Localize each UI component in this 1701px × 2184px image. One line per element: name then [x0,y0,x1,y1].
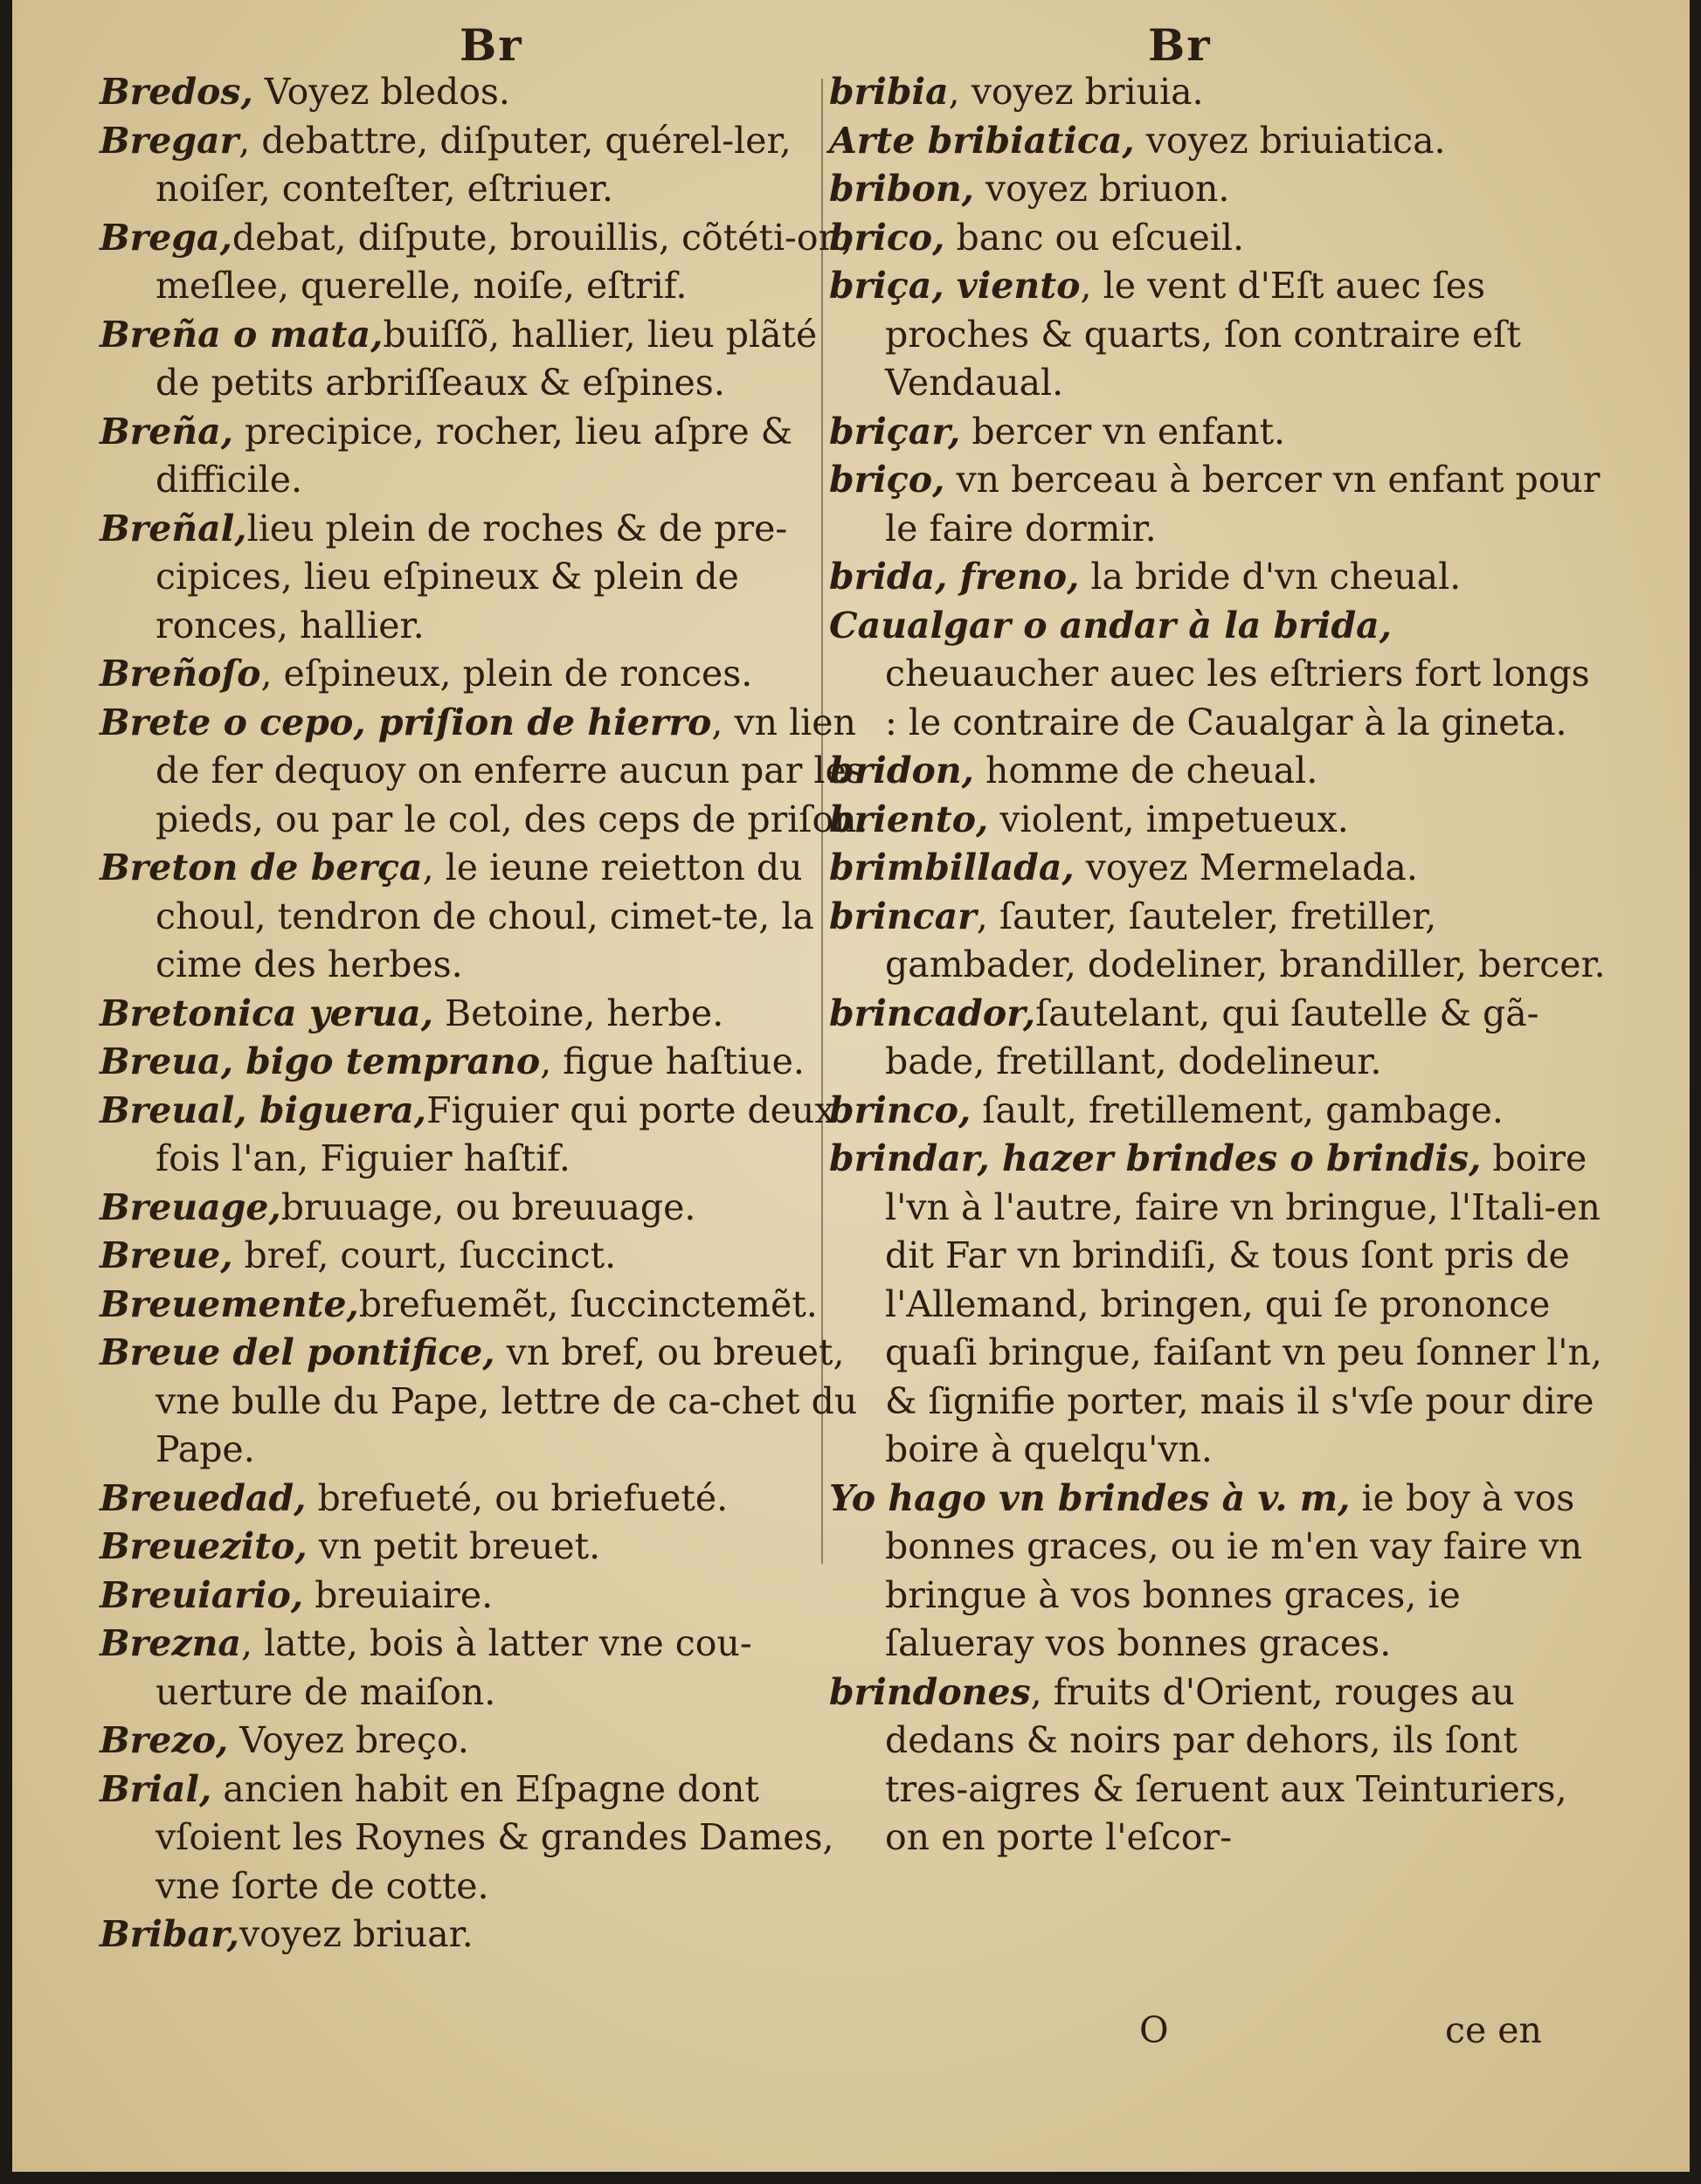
headword: brincar [829,895,977,937]
headword: Breña, [100,410,233,453]
headword: Breuezito, [100,1525,308,1567]
entry [100,1329,872,1475]
catchword: ce en [1445,2009,1542,2051]
headword: Bredos, [100,71,253,113]
headword: brinco, [829,1089,972,1131]
entry [829,1475,1610,1669]
definition: bercer vn enfant. [960,410,1286,453]
definition: , figue haſtiue. [540,1040,805,1082]
headword: Breua, bigo temprano [100,1040,541,1082]
entry [100,1911,872,1959]
definition: bref, court, ſuccinct. [232,1234,617,1276]
entry [100,650,872,699]
headword: Arte bribiatica, [829,119,1135,162]
entry [829,796,1610,845]
entry [829,1087,1610,1136]
entry [100,311,872,408]
headword: briçar, [829,410,961,453]
definition: precipice, rocher, lieu aſpre & difficile. [156,410,793,501]
headword: Yo hago vn brindes à v. m, [829,1476,1351,1519]
definition: buiſſõ, hallier, lieu plãté de petits arbriſſeaux & eſpines. [156,313,818,404]
headword: Breue, [100,1234,233,1276]
definition: banc ou eſcueil. [944,216,1245,259]
headword: Breñoſo [100,653,261,695]
headword: bribia [829,71,949,113]
entry [829,990,1610,1087]
headword: Brega, [100,216,232,259]
definition: , ſauter, ſauteler, fretiller, gambader, dodeliner, brandiller, bercer. [885,895,1606,985]
entry [100,1232,872,1281]
running-head-right: Br [1148,19,1212,71]
definition: ſault, fretillement, gambage. [971,1089,1504,1131]
headword: brindones [829,1670,1031,1713]
headword: Breuage, [100,1185,281,1228]
headword: Breual, biguera, [100,1089,427,1131]
headword: brimbillada, [829,847,1075,888]
definition: vn petit breuet. [307,1525,601,1567]
entry [829,262,1610,408]
headword: Breton de berça [100,847,423,888]
entry [829,68,1610,117]
definition: bruuage, ou breuuage. [280,1185,696,1228]
definition: la bride d'vn cheual. [1079,556,1462,598]
entry [100,1038,872,1087]
entry [829,844,1610,893]
definition: ie boy à vos bonnes graces, ou ie m'en vay faire vn bringue à vos bonnes graces, ie ſalueray vos bonnes graces. [885,1476,1583,1664]
headword: Breuedad, [100,1476,307,1519]
headword: Breña o mata, [100,313,384,356]
definition: Betoine, herbe. [432,992,724,1034]
definition: voyez Mermelada. [1074,847,1418,888]
headword: Brezo, [100,1719,229,1761]
definition: voyez briuar. [239,1913,474,1955]
definition: Figuier qui porte deux fois l'an, Figuier haſtif. [156,1089,835,1179]
definition: vn bref, ou breuet, vne bulle du Pape, lettre de ca-chet du Pape. [156,1331,858,1470]
headword: bridon, [829,750,974,791]
right-column [829,68,1606,1863]
entry [829,553,1610,602]
entry [829,747,1610,796]
definition: homme de cheual. [973,750,1318,791]
entry [100,1281,872,1330]
headword: Breuemente, [100,1282,359,1325]
entry [829,165,1610,214]
headword: Caualgar o andar à la brida, [829,604,1392,646]
entry [100,1572,872,1621]
definition: lieu plein de roches & de pre-cipices, lieu eſpineux & plein de ronces, hallier. [156,507,788,646]
entry [829,893,1610,990]
signature-mark: O [1139,2009,1169,2051]
definition: ancien habit en Eſpagne dont vſoient les Roynes & grandes Dames, vne ſorte de cotte. [156,1767,834,1907]
definition: cheuaucher auec les eſtriers fort longs : le contraire de Caualgar à la gineta. [885,653,1590,743]
entry [829,456,1610,553]
definition: Voyez breço. [228,1719,469,1761]
definition: , latte, bois à latter vne cou-uerture de maiſon. [156,1622,752,1713]
entry [100,1620,872,1717]
headword: Bregar [100,119,239,162]
entry [829,602,1610,748]
headword: brida, freno, [829,556,1080,598]
headword: briço, [829,459,945,501]
definition: vn berceau à bercer vn enfant pour le faire dormir. [885,459,1601,549]
headword: Breñal, [100,507,247,549]
entry [829,214,1610,263]
definition: ſautelant, qui ſautelle & gã-bade, fretillant, dodelineur. [885,992,1539,1082]
headword: brindar, hazer brindes o brindis, [829,1137,1482,1179]
definition: brefueté, ou briefueté. [306,1476,729,1519]
definition: violent, impetueux. [988,798,1349,840]
running-head-left: Br [460,19,523,71]
headword: Bribar, [100,1913,239,1955]
definition: boire l'vn à l'autre, faire vn bringue, l'Itali-en dit Far vn brindiſi, & tous ſont pris de l'Allemand, bringen, qui ſe prononce quaſi bringue, faiſant vn peu ſonner l'n, & ſignifie porter, mais il s'vſe pour dire boire à quelqu'vn. [885,1137,1602,1470]
entry [829,1669,1610,1863]
entry [100,505,872,651]
definition: , le ieune reietton du choul, tendron de choul, cimet-te, la cime des herbes. [156,847,814,985]
headword: brico, [829,216,945,259]
entry [100,699,872,845]
entry [100,1717,872,1766]
entry [100,1475,872,1524]
definition: breuiaire. [303,1573,494,1616]
entry [829,1135,1610,1475]
dictionary-page [12,0,1690,2172]
headword: Brete o cepo, priſion de hierro [100,701,712,743]
headword: Breuiario, [100,1573,304,1616]
headword: Brezna [100,1622,241,1664]
headword: Brial, [100,1767,212,1810]
entry [100,1087,872,1184]
entry [100,990,872,1039]
headword: briça, viento [829,265,1081,307]
headword: briento, [829,798,989,840]
definition: , debattre, diſputer, quérel-ler, noiſer, conteſter, eſtriuer. [156,119,792,210]
definition: , voyez briuia. [948,71,1204,113]
definition: brefuemẽt, ſuccinctemẽt. [358,1282,818,1325]
headword: Bretonica yerua, [100,992,433,1034]
definition: debat, diſpute, brouillis, cõtéti-on, meſlee, querelle, noiſe, eſtrif. [156,216,854,307]
entry [100,214,872,311]
definition: , le vent d'Eſt auec ſes proches & quarts, ſon contraire eſt Vendaual. [885,265,1521,404]
entry [829,408,1610,457]
definition: , vn lien de fer dequoy on enferre aucun par les pieds, ou par le col, des ceps de priſon. [156,701,868,840]
entry [100,1523,872,1572]
entry [100,1184,872,1233]
definition: voyez briuiatica. [1134,119,1446,162]
headword: Breue del pontifice, [100,1331,495,1373]
headword: bribon, [829,168,974,210]
left-column [100,68,868,1959]
definition: , eſpineux, plein de ronces. [260,653,753,695]
definition: Voyez bledos. [252,71,510,113]
entry [100,117,872,214]
entry [100,844,872,990]
entry [100,68,872,117]
definition: , fruits d'Orient, rouges au dedans & noirs par dehors, ils ſont tres-aigres & ſeruent aux Teinturiers, on en porte l'eſcor- [885,1670,1567,1858]
entry [100,408,872,505]
entry [100,1766,872,1911]
headword: brincador, [829,992,1036,1034]
definition: voyez briuon. [973,168,1230,210]
entry [829,117,1610,166]
